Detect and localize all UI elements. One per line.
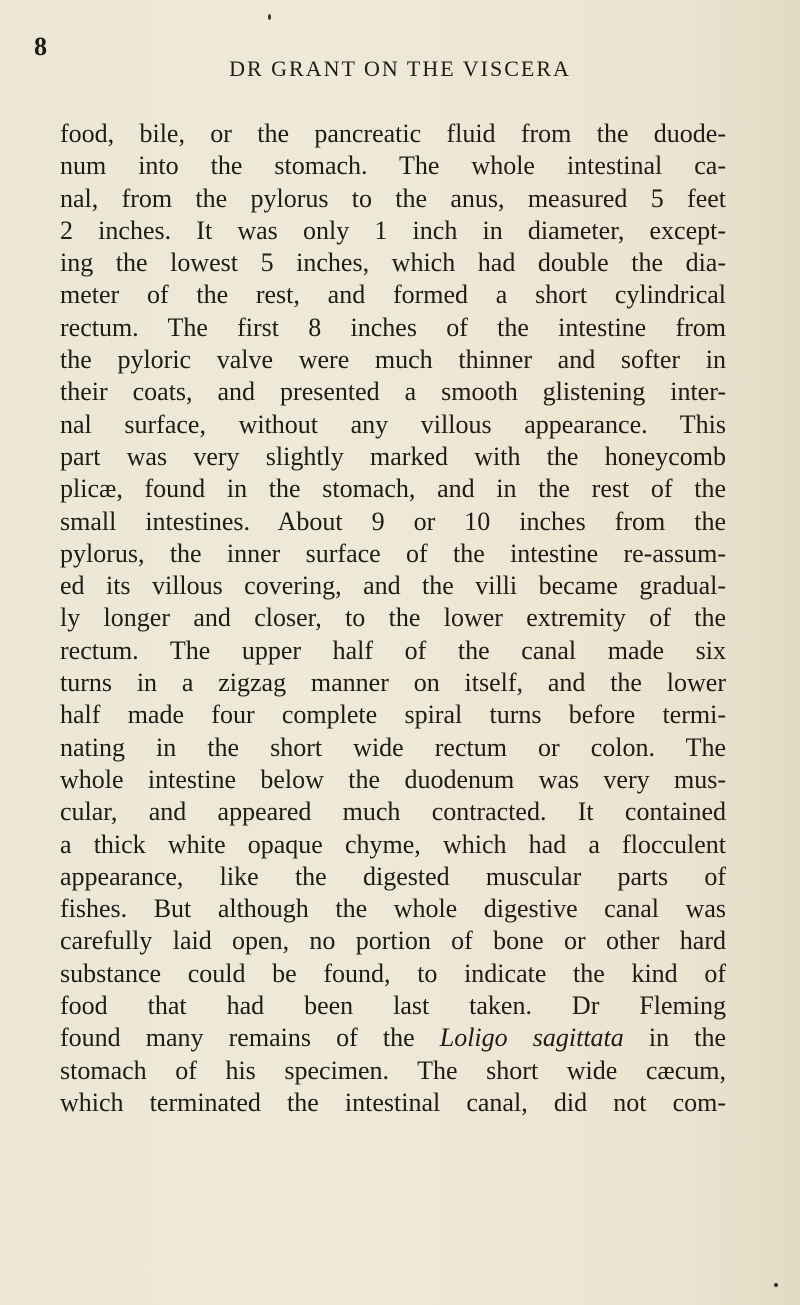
text-line: plicæ, found in the stomach, and in the rest of the (60, 474, 726, 504)
text-line: small intestines. About 9 or 10 inches from the (60, 506, 726, 536)
text-line: rectum. The upper half of the canal made six (60, 635, 726, 665)
running-head: DR GRANT ON THE VISCERA (229, 56, 571, 81)
text-line: pylorus, the inner surface of the intestine re-assum- (60, 538, 726, 568)
text-line: carefully laid open, no portion of bone or other hard (60, 926, 726, 956)
text-line: stomach of his specimen. The short wide cæcum, (60, 1055, 726, 1085)
text-line: cular, and appeared much contracted. It contained (60, 797, 726, 827)
text-line: substance could be found, to indicate the kind of (60, 958, 726, 988)
text-line: nal surface, without any villous appearance. This (60, 409, 726, 439)
text-line: nal, from the pylorus to the anus, measured 5 feet (60, 183, 726, 213)
text-line: found many remains of the Loligo sagittata in the (60, 1023, 726, 1053)
text-line: a thick white opaque chyme, which had a flocculent (60, 829, 726, 859)
text-line: rectum. The first 8 inches of the intestine from (60, 312, 726, 342)
ink-speck (774, 1283, 778, 1287)
text-line: the pyloric valve were much thinner and softer in (60, 345, 726, 375)
text-line: food, bile, or the pancreatic fluid from the duode- (60, 119, 726, 148)
text-line: 2 inches. It was only 1 inch in diameter, except- (60, 215, 726, 245)
text-line: fishes. But although the whole digestive canal was (60, 894, 726, 924)
ink-speck (268, 14, 271, 20)
body-text (60, 118, 726, 1119)
text-line: ly longer and closer, to the lower extremity of the (60, 603, 726, 633)
species-name: Loligo sagittata (439, 1023, 624, 1053)
text-line: appearance, like the digested muscular parts of (60, 861, 726, 891)
text-line: whole intestine below the duodenum was very mus- (60, 764, 726, 794)
text-line: turns in a zigzag manner on itself, and the lower (60, 668, 726, 698)
text-line: food that had been last taken. Dr Fleming (60, 991, 726, 1021)
text-line: meter of the rest, and formed a short cylindrical (60, 280, 726, 310)
text-line: part was very slightly marked with the honeycomb (60, 441, 726, 471)
text-line: their coats, and presented a smooth glistening inter- (60, 377, 726, 407)
text-line: ing the lowest 5 inches, which had double the dia- (60, 248, 726, 278)
text-line: nating in the short wide rectum or colon. The (60, 732, 726, 762)
text-line: which terminated the intestinal canal, did not com- (60, 1087, 726, 1117)
text-line: half made four complete spiral turns before termi- (60, 700, 726, 730)
text-line: ed its villous covering, and the villi became gradual- (60, 571, 726, 601)
text-line: num into the stomach. The whole intestinal ca- (60, 151, 726, 181)
page-number: 8 (34, 32, 47, 61)
